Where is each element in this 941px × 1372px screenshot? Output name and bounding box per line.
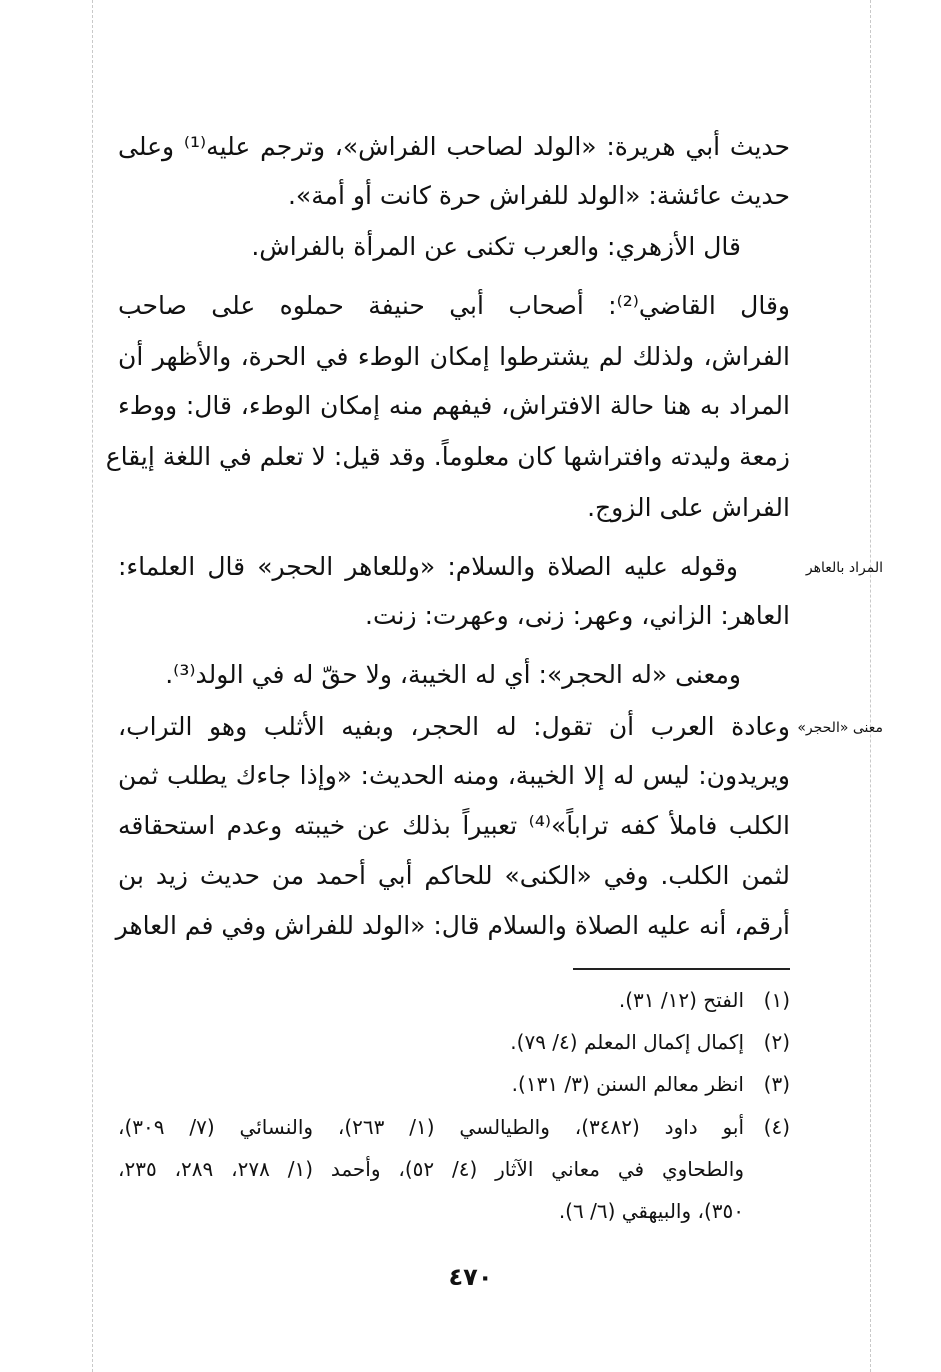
footnote-text: إكمال إكمال المعلم (٤/ ٧٩).	[510, 1030, 744, 1054]
body-line-5: الفراش، ولذلك لم يشترطوا إمكان الوطء في الحرة، والأظهر أن	[118, 342, 790, 371]
body-line-11: ومعنى «له الحجر»: أي له الخيبة، ولا حقّ له في الولد⁽³⁾.	[165, 660, 741, 689]
body-line-2: حديث عائشة: «الولد للفراش حرة كانت أو أمة».	[287, 181, 790, 210]
body-line-12: وعادة العرب أن تقول: له الحجر، وبفيه الأثلب وهو التراب،	[118, 712, 790, 741]
right-scan-guide	[870, 0, 871, 1372]
body-line-15: لثمن الكلب. وفي «الكنى» للحاكم أبي أحمد من حديث زيد بن	[118, 861, 790, 890]
body-line-9: وقوله عليه الصلاة والسلام: «وللعاهر الحجر» قال العلماء:	[118, 552, 738, 581]
footnote-2	[510, 1025, 790, 1059]
footnote-4-line-3: ٣٥٠)، والبيهقي (٦/ ٦).	[558, 1199, 744, 1223]
page-number: ٤٧٠	[448, 1263, 493, 1291]
body-line-4: وقال القاضي⁽²⁾: أصحاب أبي حنيفة حملوه على صاحب	[118, 291, 790, 320]
body-line-10: العاهر: الزاني، وعهر: زنى، وعهرت: زنت.	[365, 601, 790, 630]
body-line-8: الفراش على الزوج.	[587, 493, 790, 522]
body-line-1: حديث أبي هريرة: «الولد لصاحب الفراش»، وترجم عليه⁽¹⁾ وعلى	[118, 132, 790, 161]
footnote-1	[619, 983, 790, 1017]
body-line-13: ويريدون: ليس له إلا الخيبة، ومنه الحديث: «وإذا جاءك يطلب ثمن	[118, 761, 790, 790]
footnote-number: (٢)	[763, 1030, 790, 1054]
body-line-3: قال الأزهري: والعرب تكنى عن المرأة بالفراش.	[251, 232, 741, 261]
footnote-number: (٣)	[763, 1072, 790, 1096]
footnote-text: الفتح (١٢/ ٣١).	[618, 988, 744, 1012]
body-line-16: أرقم، أنه عليه الصلاة والسلام قال: «الولد للفراش وفي فم العاهر	[115, 911, 790, 940]
body-line-7: زمعة وليدته وافتراشها كان معلوماً. وقد قيل: لا تعلم في اللغة إيقاع	[105, 442, 790, 471]
footnote-3	[512, 1067, 790, 1101]
footnote-4-line-2: والطحاوي في معاني الآثار (٤/ ٥٢)، وأحمد (١/ ٢٧٨، ٢٨٩، ٢٣٥،	[118, 1157, 744, 1181]
footnote-4-line-1: أبو داود (٣٤٨٢)، والطيالسي (١/ ٢٦٣)، والنسائي (٧/ ٣٠٩)،	[118, 1115, 744, 1139]
margin-note-hajar: معنى «الحجر»	[797, 720, 883, 736]
footnote-number: (٤)	[763, 1115, 790, 1139]
left-scan-guide	[92, 0, 93, 1372]
footnote-4	[744, 1110, 790, 1144]
body-line-14: الكلب فاملأ كفه تراباً»⁽⁴⁾ تعبيراً بذلك عن خيبته وعدم استحقاقه	[118, 811, 790, 840]
footnote-text: انظر معالم السنن (٣/ ١٣١).	[511, 1072, 744, 1096]
body-line-6: المراد به هنا حالة الافتراش، فيفهم منه إمكان الوطء، قال: ووطء	[118, 391, 790, 420]
footnote-separator	[573, 968, 790, 970]
footnote-number: (١)	[763, 988, 790, 1012]
margin-note-aahir: المراد بالعاهر	[805, 560, 883, 576]
